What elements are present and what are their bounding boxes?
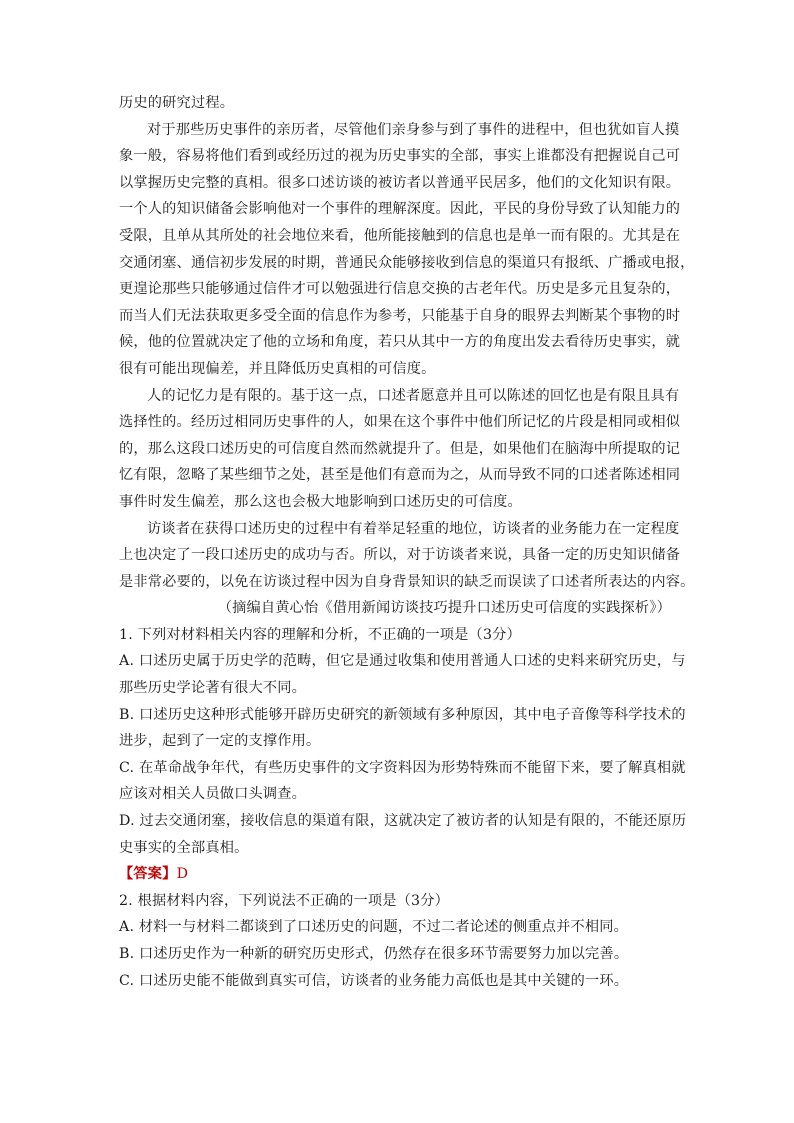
answer-line [119,861,675,888]
paragraph-eyewitness [119,117,695,383]
option-c-cont: 应该对相关人员做口头调查。 [119,786,307,803]
text-line: 更遑论那些只能够通过信件才可以勉强进行信息交换的古老年代。历史是多元且复杂的， [119,281,681,298]
option-a-cont: 那些历史学论著有很大不同。 [119,680,307,697]
text-line: 象一般，容易将他们看到或经历过的视为历史事实的全部，事实上谁都没有把握说自己可 [119,148,681,165]
option-b: B. 口述历史这种形式能够开辟历史研究的新领域有多种原因，其中电子音像等科学技术的 [119,706,686,723]
text-line: 一个人的知识储备会影响他对一个事件的理解深度。因此，平民的身份导致了认知能力的 [119,201,681,218]
text-line: 人的记忆力是有限的。基于这一点，口述者愿意并且可以陈述的回忆也是有限且具有 [147,387,680,404]
text-line: 上也决定了一段口述历史的成功与否。所以，对于访谈者来说，具备一定的历史知识储备 [119,547,681,564]
text-line: 是非常必要的，以免在访谈过程中因为自身背景知识的缺乏而误读了口述者所表达的内容。 [119,573,695,590]
text-line: 忆有限，忽略了某些细节之处，甚至是他们有意而为之，从而导致不同的口述者陈述相同 [119,467,681,484]
text-line: 对于那些历史事件的亲历者，尽管他们亲身参与到了事件的进程中，但也犹如盲人摸 [147,121,680,138]
text-line: 选择性的。经历过相同历史事件的人，如果在这个事件中他们所记忆的片段是相同或相似 [119,414,681,431]
option-d-cont: 史事实的全部真相。 [119,839,249,856]
option-b: B. 口述历史作为一种新的研究历史形式，仍然存在很多环节需要努力加以完善。 [119,946,629,962]
question-1 [119,622,687,888]
text-line: 的，那么这段口述历史的可信度自然而然就提升了。但是，如果他们在脑海中所提取的记 [119,440,681,457]
option-b-cont: 进步，起到了一定的支撑作用。 [119,733,321,750]
option-c: C. 在革命战争年代，有些历史事件的文字资料因为形势特殊而不能留下来，要了解真相就 [119,759,686,776]
text-line: 而当人们无法获取更多受全面的信息作为参考，只能基于自身的眼界去判断某个事物的时 [119,307,681,324]
text-line: 很有可能出现偏差，并且降低历史真相的可信度。 [119,360,436,377]
answer-value: D [176,866,189,883]
paragraph-memory [119,383,681,516]
question-2 [119,888,675,994]
document-page [119,90,695,994]
question-stem: 2. 根据材料内容，下列说法不正确的一项是（3分） [119,892,450,909]
question-stem: 1. 下列对材料相关内容的理解和分析，不正确的一项是（3分） [119,626,521,643]
option-a: A. 材料一与材料二都谈到了口述历史的问题，不过二者论述的侧重点并不相同。 [119,919,629,936]
text-line: 事件时发生偏差，那么这也会极大地影响到口述历史的可信度。 [119,493,522,510]
text-line: 受限，且单从其所处的社会地位来看，他所能接触到的信息也是单一而有限的。尤其是在 [119,227,681,244]
text-line: 访谈者在获得口述历史的过程中有着举足轻重的地位，访谈者的业务能力在一定程度 [147,520,680,537]
option-a: A. 口述历史属于历史学的范畴，但它是通过收集和使用普通人口述的史料来研究历史，与 [119,653,686,670]
paragraph-interviewer [119,516,695,596]
text-line: 以掌握历史完整的真相。很多口述访谈的被访者以普通平民居多，他们的文化知识有限。 [119,174,681,191]
text-line: 候，他的位置就决定了他的立场和角度，若只从其中一方的角度出发去看待历史事实，就 [119,334,681,351]
option-c: C. 口述历史能不能做到真实可信，访谈者的业务能力高低也是其中关键的一环。 [119,972,629,989]
text-line: 历史的研究过程。 [119,95,235,111]
text-line: 交通闭塞、通信初步发展的时期，普通民众能够接收到信息的渠道只有报纸、广播或电报， [119,254,695,271]
source-citation: （摘编自黄心怡《借用新闻访谈技巧提升口述历史可信度的实践探析》） [217,600,671,617]
answer-tag: 【答案】 [119,866,177,883]
option-d: D. 过去交通闭塞，接收信息的渠道有限，这就决定了被访者的认知是有限的，不能还原历 [119,813,687,830]
